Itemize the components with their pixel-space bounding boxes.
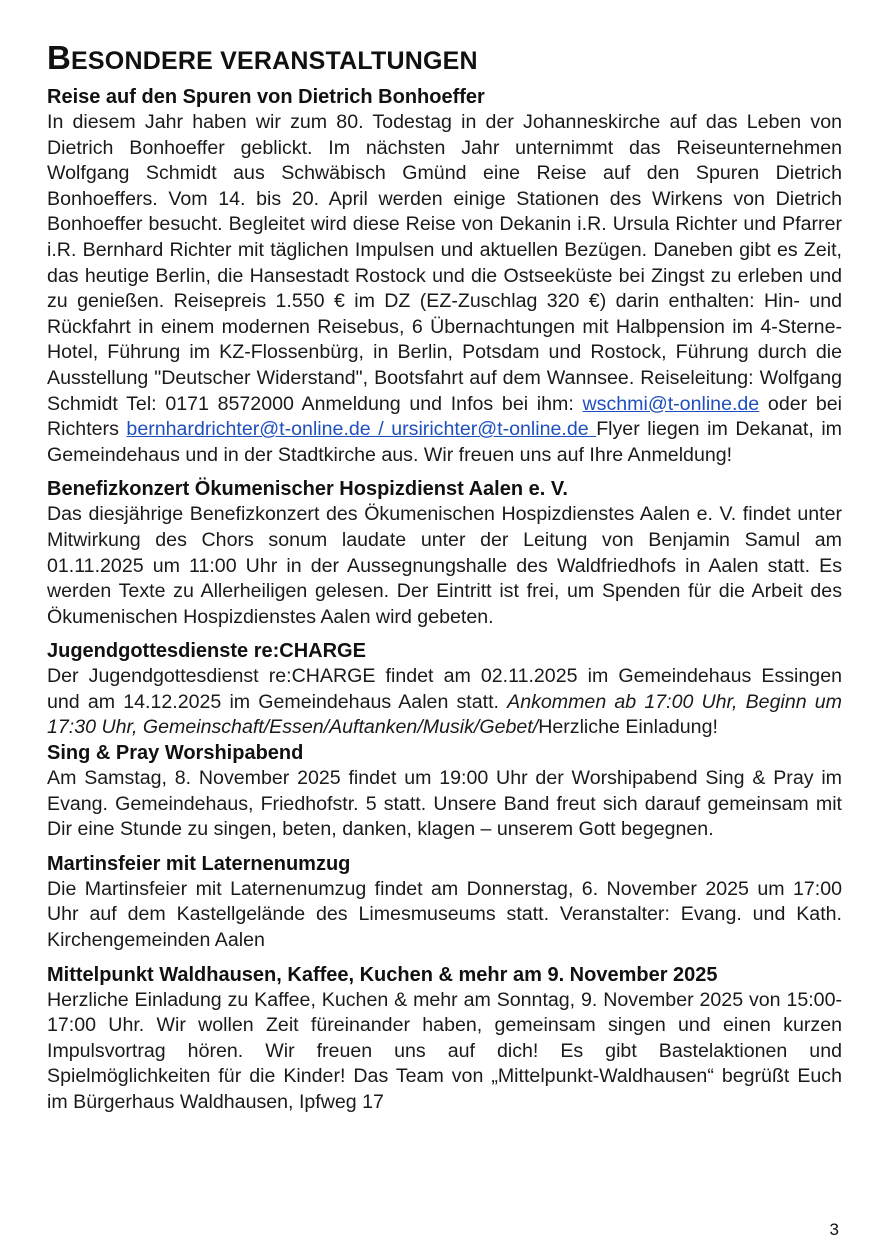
section-body: Am Samstag, 8. November 2025 findet um 19:00 Uhr der Worshipabend Sing & Pray im Evang. Gemeindehaus, Friedhofstr. 5 statt. Unsere Band freut sich darauf gemeinsam mit Dir eine Stunde zu singen, beten, danken, klagen – unserem Gott begegnen. [47,767,842,841]
section-title: Reise auf den Spuren von Dietrich Bonhoeffer [47,86,485,108]
email-link-wschmi[interactable]: wschmi@t-online.de [582,392,760,415]
section-body [47,110,842,468]
page-number: 3 [829,1220,839,1239]
section-mittelpunkt-waldhausen [47,963,842,1116]
body-text-italic: Ankommen ab 17:00 Uhr, Beginn um 17:30 Uhr, Gemeinschaft/Essen/Auftanken/Musik/Gebet/ [47,690,842,739]
title-rest: ESONDERE VERANSTALTUNGEN [71,47,478,75]
page-content [47,38,842,1116]
body-text: Flyer liegen im Dekanat, im Gemeindehaus und in der Stadtkirche aus. Wir freuen uns auf Ihre Anmeldung! [47,418,842,466]
section-sing-pray [47,741,842,843]
section-martinsfeier [47,852,842,954]
section-body: Die Martinsfeier mit Laternenumzug findet am Donnerstag, 6. November 2025 um 17:00 Uhr auf dem Kastellgelände des Limesmuseums statt. Veranstalter: Evang. und Kath. Kirchengemeinden Aalen [47,877,842,952]
section-title: Mittelpunkt Waldhausen, Kaffee, Kuchen & mehr am 9. November 2025 [47,963,718,986]
section-jugendgottesdienste [47,639,842,741]
section-body: Das diesjährige Benefizkonzert des Ökumenischen Hospizdienstes Aalen e. V. findet unter Mitwirkung des Chors sonum laudate unter der Leitung von Benjamin Samul am 01.11.2025 um 11:00 Uhr in der Aussegnungshalle des Waldfriedhofs in Aalen statt. Es werden Texte zu Allerheiligen gelesen. Der Eintritt ist frei, um Spenden für die Arbeit des Ökumenischen Hospizdienstes Aalen wird gebeten. [47,503,842,628]
section-title: Jugendgottesdienste re:CHARGE [47,640,366,663]
body-text: oder bei Richters [47,392,842,441]
section-body [47,664,842,741]
section-bonhoeffer-trip [47,85,842,468]
page-title [47,38,842,81]
body-text: In diesem Jahr haben wir zum 80. Todestag in der Johanneskirche auf das Leben von Dietrich Bonhoeffer geblickt. Im nächsten Jahr unternimmt das Reiseunternehmen Wolfgang Schmidt aus Schwäbisch Gmünd eine Reise auf den Spuren Dietrich Bonhoeffers. Vom 14. bis 20. April werden einige Stationen des Wirkens von Dietrich Bonhoeffer besucht. Begleitet wird diese Reise von Dekanin i.R. Ursula Richter und Pfarrer i.R. Bernhard Richter mit täglichen Impulsen und aktuellen Bezügen. Daneben gibt es Zeit, das heutige Berlin, die Hansestadt Rostock und die Ostseeküste bei Zingst zu erleben und zu genießen. Reisepreis 1.550 € im DZ (EZ-Zuschlag 320 €) darin enthalten: Hin- und Rückfahrt in einem modernen Reisebus, 6 Übernachtungen mit Halbpension im 4-Sterne-Hotel, Führung im KZ-Flossenbürg, in Berlin, Potsdam und Rostock, Führung durch die Ausstellung "Deutscher Widerstand", Bootsfahrt auf dem Wannsee. Reiseleitung: Wolfgang Schmidt Tel: 0171 8572000 Anmeldung und Infos bei ihm: [47,111,842,415]
section-title: Martinsfeier mit Laternenumzug [47,852,351,875]
body-text: Der Jugendgottesdienst re:CHARGE findet am 02.11.2025 im Gemeindehaus Essingen und am 14.12.2025 im Gemeindehaus Aalen statt. [47,665,842,713]
section-body: Herzliche Einladung zu Kaffee, Kuchen & mehr am Sonntag, 9. November 2025 von 15:00-17:00 Uhr. Wir wollen Zeit füreinander haben, gemeinsam singen und einen kurzen Impulsvortrag hören. Wir freuen uns auf dich! Es gibt Bastelaktionen und Spielmöglichkeiten für die Kinder! Das Team von „Mittelpunkt-Waldhausen“ begrüßt Euch im Bürgerhaus Waldhausen, Ipfweg 17 [47,988,842,1113]
body-text: Herzliche Einladung! [538,716,718,739]
section-benefizkonzert [47,477,842,630]
title-initial: B [47,39,72,76]
section-title: Sing & Pray Worshipabend [47,742,304,765]
email-link-richter[interactable]: bernhardrichter@t-online.de / ursirichter@t-online.de [126,418,597,441]
section-title: Benefizkonzert Ökumenischer Hospizdienst Aalen e. V. [47,478,568,501]
